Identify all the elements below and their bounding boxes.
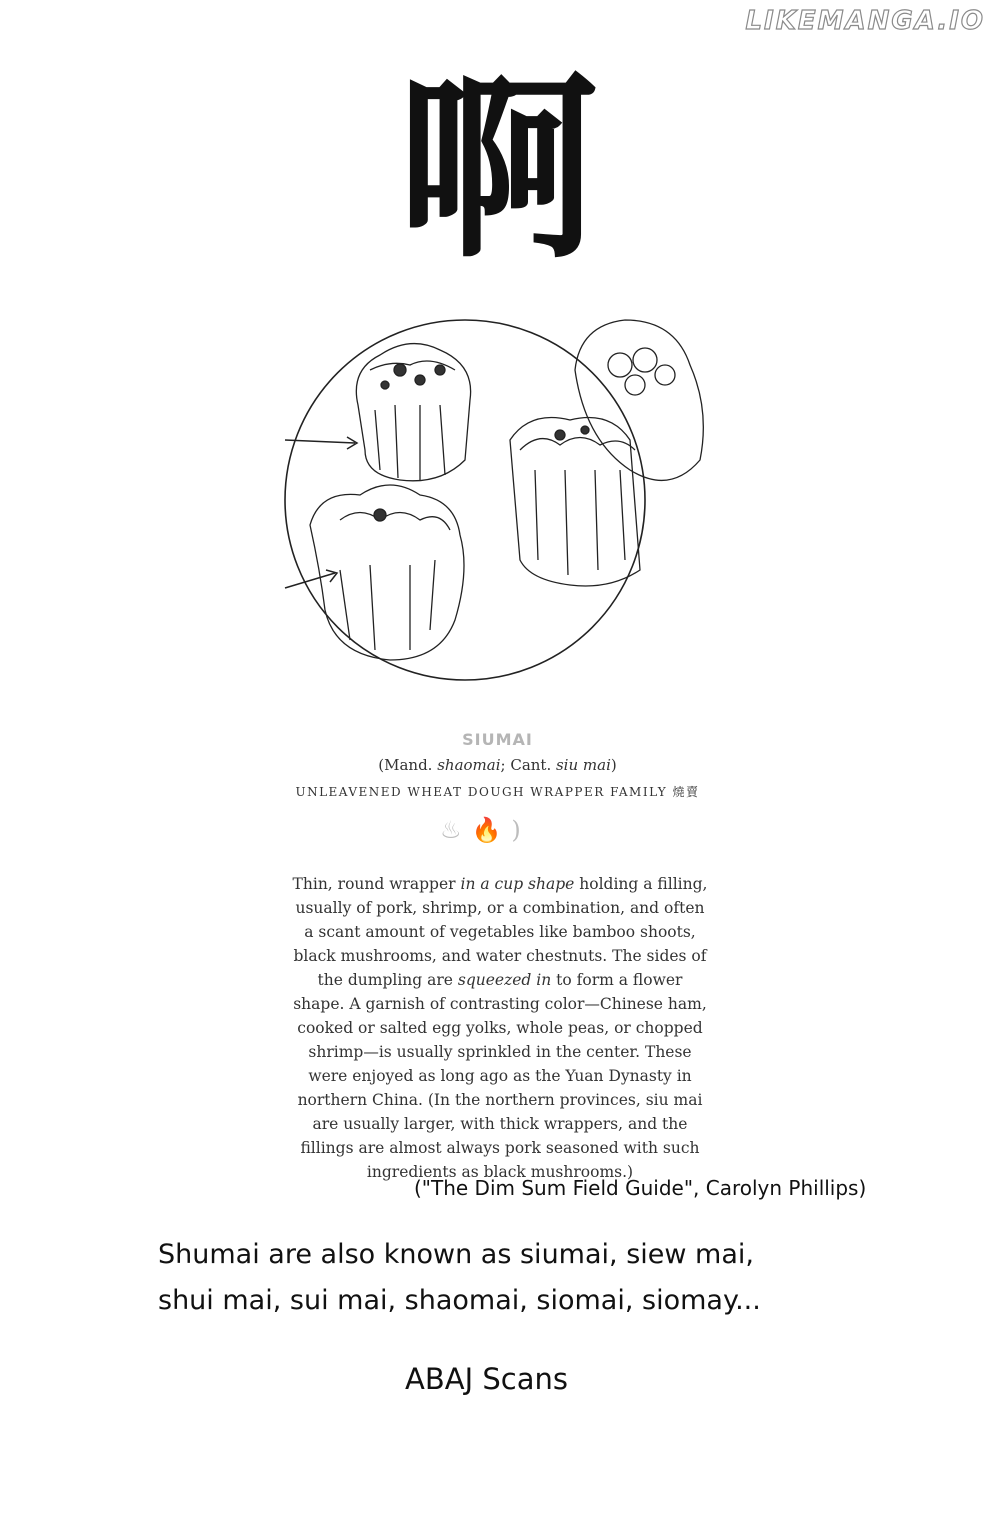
site-watermark: LIKEMANGA.IO — [745, 6, 985, 36]
fire-icon: 🔥 — [471, 816, 502, 844]
entry-subtitle: (Mand. shaomai; Cant. siu mai) — [378, 756, 617, 774]
note-line: shui mai, sui mai, shaomai, siomai, siomay... — [158, 1285, 761, 1316]
translator-note — [158, 1232, 878, 1324]
wrapper-family-label: UNLEAVENED WHEAT DOUGH WRAPPER FAMILY 燒賣 — [295, 785, 700, 799]
entry-description: Thin, round wrapper in a cup shape holding a filling, usually of pork, shrimp, or a combination, and often a scant amount of vegetables like bamboo shoots, black mushrooms, and water chestnuts. The sides of the dumpling are squeezed in to form a flower shape. A garnish of contrasting color—Chinese ham, cooked or salted egg yolks, whole peas, or chopped shrimp—is usually sprinkled in the center. These were enjoyed as long ago as the Yuan Dynasty in northern China. (In the northern provinces, siu mai are usually larger, with thick wrappers, and the fillings are almost always pork seasoned with such ingredients as black mushrooms.) — [292, 875, 708, 1181]
heading-character: 啊 — [397, 53, 598, 286]
steam-icon: ♨ — [440, 816, 462, 844]
siumai-illustration — [280, 310, 720, 700]
scanlation-credit: ABAJ Scans — [405, 1362, 568, 1396]
source-citation: ("The Dim Sum Field Guide", Carolyn Phillips) — [414, 1176, 867, 1200]
cantonese-name: siu mai — [555, 756, 611, 774]
note-line: Shumai are also known as siumai, siew mai, — [158, 1239, 754, 1270]
mandarin-name: shaomai — [437, 756, 501, 774]
shrimp-icon: ) — [511, 816, 521, 844]
entry-title: SIUMAI — [462, 730, 533, 749]
cooking-method-icons — [440, 810, 570, 850]
